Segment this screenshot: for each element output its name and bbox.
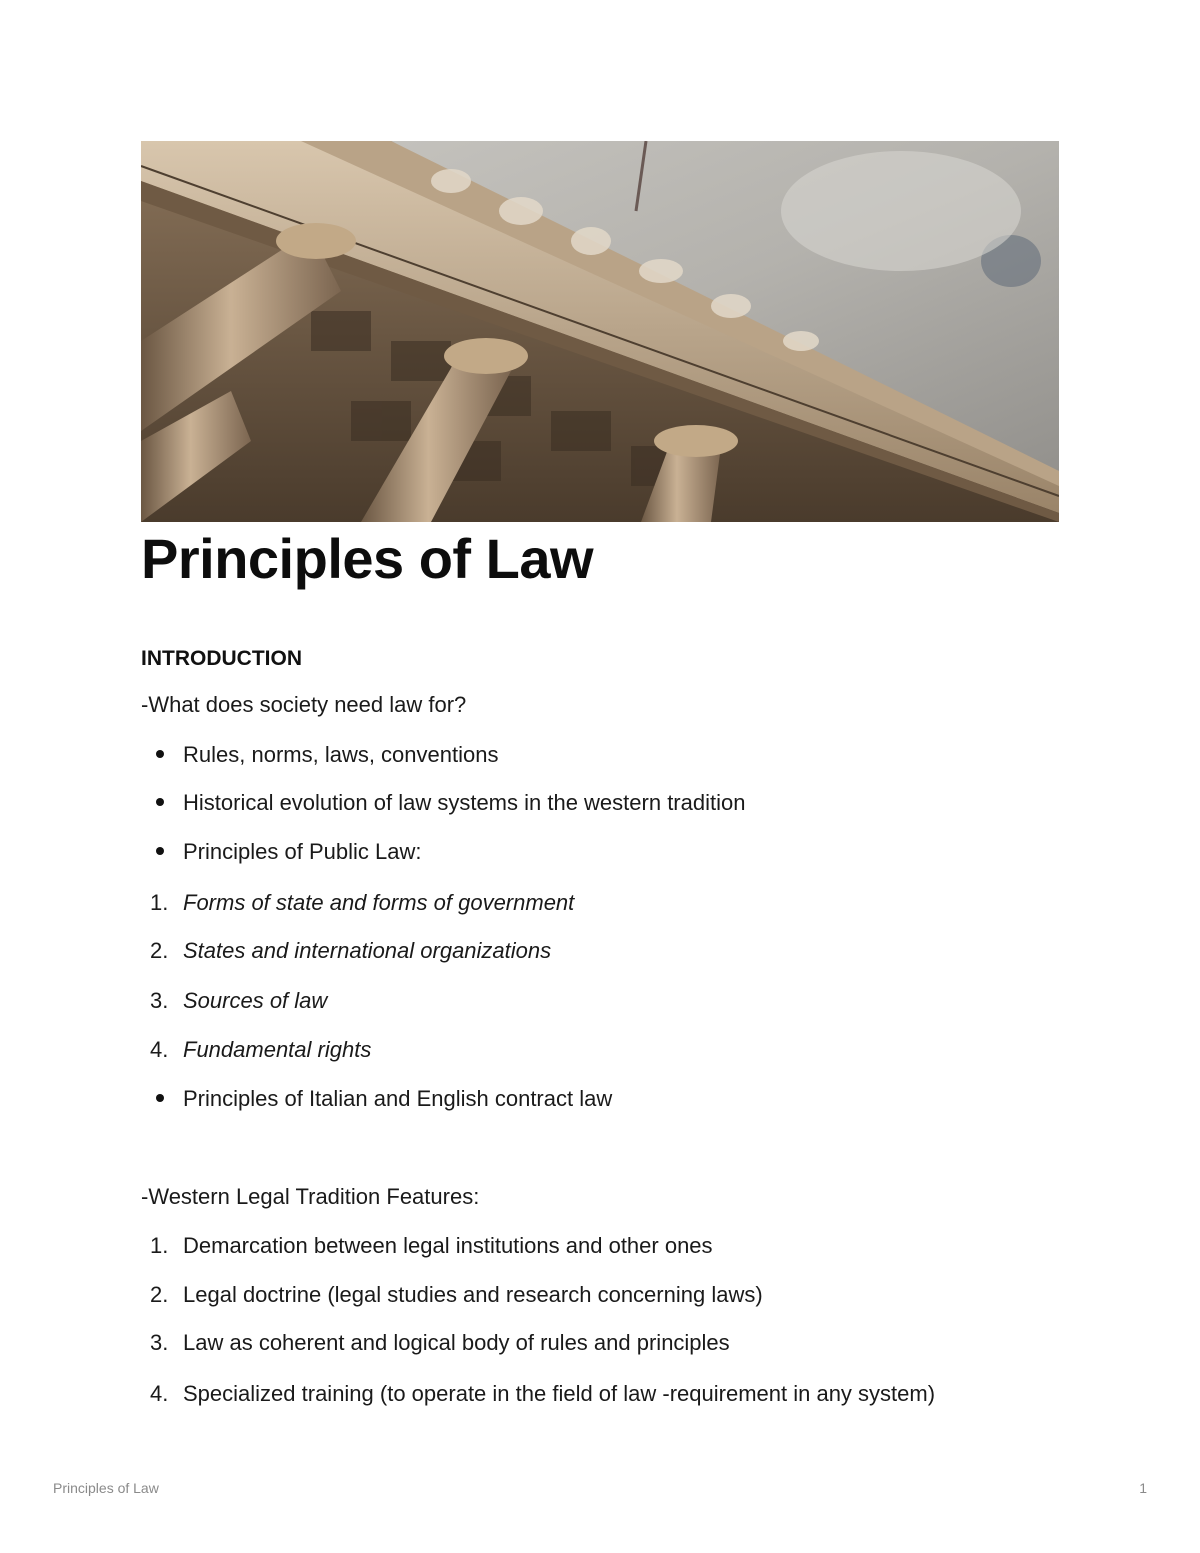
list-number: 4.	[150, 1037, 169, 1062]
list-number: 1.	[150, 890, 169, 915]
list-item-text: Principles of Public Law:	[183, 839, 422, 864]
list-item-text: Rules, norms, laws, conventions	[183, 742, 499, 767]
list-number: 2.	[150, 1282, 169, 1307]
list-number: 3.	[150, 1330, 169, 1355]
list-item	[150, 1085, 612, 1113]
list-item	[150, 1281, 763, 1309]
bullet-icon	[156, 1094, 164, 1102]
introduction-heading: INTRODUCTION	[141, 647, 302, 670]
list-number: 4.	[150, 1381, 169, 1406]
cover-image	[141, 141, 1059, 522]
page-title: Principles of Law	[141, 527, 594, 590]
list-item-text: Forms of state and forms of government	[183, 890, 575, 915]
features-paragraph: -Western Legal Tradition Features:	[141, 1184, 480, 1209]
list-item	[150, 937, 551, 965]
list-item-text: Demarcation between legal institutions and other ones	[183, 1233, 713, 1258]
footer-document-title: Principles of Law	[53, 1480, 159, 1496]
courthouse-columns-image	[141, 141, 1059, 522]
list-item	[150, 1329, 730, 1357]
list-item-text: Law as coherent and logical body of rules and principles	[183, 1330, 730, 1355]
list-number: 1.	[150, 1233, 169, 1258]
list-item-text: Fundamental rights	[183, 1037, 372, 1062]
list-item	[150, 1232, 713, 1260]
list-item-text: Sources of law	[183, 988, 328, 1013]
question-paragraph: -What does society need law for?	[141, 692, 467, 717]
list-item-text: Specialized training (to operate in the field of law -requirement in any system)	[183, 1381, 936, 1406]
bullet-icon	[156, 847, 164, 855]
list-item	[150, 1036, 371, 1064]
list-item	[150, 789, 745, 817]
list-item-text: States and international organizations	[183, 938, 552, 963]
footer-page-number: 1	[1139, 1480, 1147, 1496]
list-item-text: Historical evolution of law systems in the western tradition	[183, 790, 746, 815]
list-item-text: Legal doctrine (legal studies and research concerning laws)	[183, 1282, 763, 1307]
list-item	[150, 889, 574, 917]
list-item	[150, 987, 327, 1015]
list-item-text: Principles of Italian and English contract law	[183, 1086, 613, 1111]
list-item	[150, 838, 421, 866]
list-number: 2.	[150, 938, 169, 963]
list-number: 3.	[150, 988, 169, 1013]
bullet-icon	[156, 798, 164, 806]
bullet-icon	[156, 750, 164, 758]
list-item	[150, 741, 498, 769]
list-item	[150, 1380, 935, 1408]
